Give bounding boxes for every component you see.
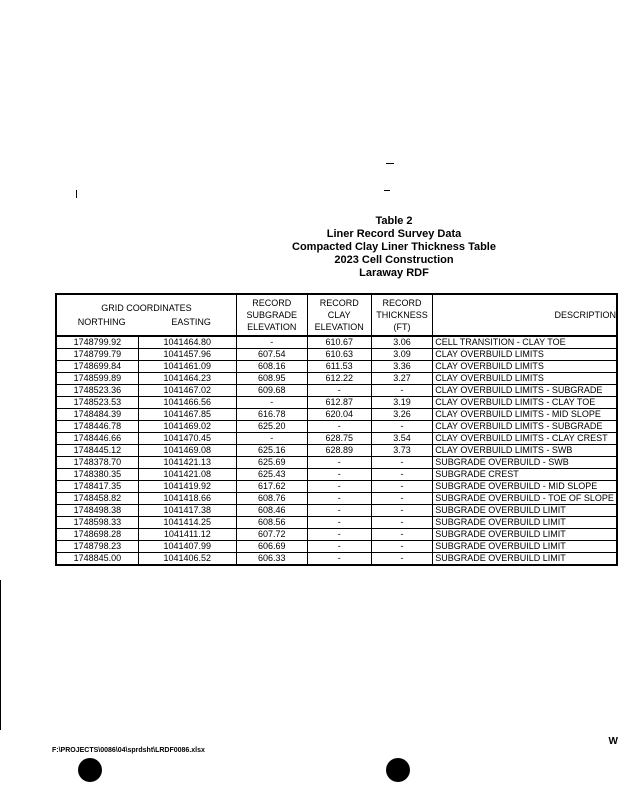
description-cell: SUBGRADE OVERBUILD - SWB <box>433 457 617 469</box>
subgrade-elevation-cell: 625.43 <box>236 469 307 481</box>
easting-cell: 1041461.09 <box>138 361 236 373</box>
clay-elevation-cell: 611.53 <box>307 361 371 373</box>
description-cell: CLAY OVERBUILD LIMITS - SWB <box>433 445 617 457</box>
clay-elevation-cell: - <box>307 493 371 505</box>
northing-cell: 1748699.84 <box>56 361 138 373</box>
description-cell: CLAY OVERBUILD LIMITS <box>433 361 617 373</box>
construction-year: 2023 Cell Construction <box>334 254 454 266</box>
clay-elevation-cell: 610.67 <box>307 336 371 349</box>
description-cell: CLAY OVERBUILD LIMITS - CLAY CREST <box>433 433 617 445</box>
table-row <box>56 541 617 553</box>
description-cell: SUBGRADE OVERBUILD - MID SLOPE <box>433 481 617 493</box>
easting-cell: 1041407.99 <box>138 541 236 553</box>
clay-elevation-cell: - <box>307 469 371 481</box>
subgrade-elevation-cell: 607.54 <box>236 349 307 361</box>
thickness-cell: - <box>371 421 432 433</box>
easting-cell: 1041421.08 <box>138 469 236 481</box>
easting-cell: 1041417.38 <box>138 505 236 517</box>
subgrade-elevation-header: RECORD SUBGRADE ELEVATION <box>236 294 307 336</box>
description-cell: CLAY OVERBUILD LIMITS - SUBGRADE <box>433 385 617 397</box>
easting-cell: 1041467.85 <box>138 409 236 421</box>
table-row <box>56 529 617 541</box>
clay-elevation-cell: - <box>307 385 371 397</box>
thickness-cell: 3.26 <box>371 409 432 421</box>
clay-elevation-cell: - <box>307 457 371 469</box>
table-body <box>56 336 617 565</box>
table-row <box>56 457 617 469</box>
northing-cell: 1748845.00 <box>56 553 138 566</box>
easting-header: EASTING <box>171 316 211 327</box>
clay-elevation-cell: - <box>307 421 371 433</box>
subgrade-elevation-cell: 625.69 <box>236 457 307 469</box>
table-row <box>56 505 617 517</box>
scan-speck <box>386 163 394 164</box>
clay-elevation-cell: 612.87 <box>307 397 371 409</box>
clay-elevation-cell: 628.89 <box>307 445 371 457</box>
northing-header: NORTHING <box>77 316 126 327</box>
subgrade-elevation-cell: - <box>236 336 307 349</box>
thickness-cell: 3.09 <box>371 349 432 361</box>
table-row <box>56 469 617 481</box>
thickness-cell: 3.27 <box>371 373 432 385</box>
northing-cell: 1748698.28 <box>56 529 138 541</box>
description-cell: CLAY OVERBUILD LIMITS - MID SLOPE <box>433 409 617 421</box>
thickness-cell: 3.73 <box>371 445 432 457</box>
easting-cell: 1041419.92 <box>138 481 236 493</box>
northing-cell: 1748417.35 <box>56 481 138 493</box>
site-name: Laraway RDF <box>359 267 429 279</box>
clay-elevation-cell: - <box>307 481 371 493</box>
subgrade-elevation-cell: 617.62 <box>236 481 307 493</box>
table-row <box>56 373 617 385</box>
table-subtitle: Compacted Clay Liner Thickness Table <box>292 241 496 253</box>
description-cell: SUBGRADE OVERBUILD LIMIT <box>433 541 617 553</box>
table-title: Liner Record Survey Data <box>326 228 462 240</box>
description-cell: CLAY OVERBUILD LIMITS <box>433 349 617 361</box>
description-cell: CLAY OVERBUILD LIMITS <box>433 373 617 385</box>
thickness-cell: 3.06 <box>371 336 432 349</box>
thickness-cell: - <box>371 529 432 541</box>
northing-cell: 1748445.12 <box>56 445 138 457</box>
easting-cell: 1041418.66 <box>138 493 236 505</box>
thickness-cell: 3.36 <box>371 361 432 373</box>
subgrade-elevation-cell: 608.95 <box>236 373 307 385</box>
table-row <box>56 481 617 493</box>
table-row <box>56 397 617 409</box>
easting-cell: 1041411.12 <box>138 529 236 541</box>
easting-cell: 1041464.23 <box>138 373 236 385</box>
survey-data-table <box>55 293 618 566</box>
table-row <box>56 349 617 361</box>
scan-speck <box>384 190 390 191</box>
table-row <box>56 445 617 457</box>
table-row <box>56 433 617 445</box>
subgrade-elevation-cell: - <box>236 433 307 445</box>
subgrade-elevation-cell: 607.72 <box>236 529 307 541</box>
subgrade-elevation-cell: 609.68 <box>236 385 307 397</box>
thickness-cell: - <box>371 517 432 529</box>
subgrade-elevation-cell: 608.56 <box>236 517 307 529</box>
table-header-row <box>56 294 617 336</box>
table-row <box>56 385 617 397</box>
description-cell: SUBGRADE OVERBUILD LIMIT <box>433 517 617 529</box>
northing-cell: 1748446.78 <box>56 421 138 433</box>
subgrade-elevation-cell: 625.20 <box>236 421 307 433</box>
clay-elevation-header: RECORD CLAY ELEVATION <box>307 294 371 336</box>
subgrade-elevation-cell: 606.33 <box>236 553 307 566</box>
subgrade-elevation-cell: 608.46 <box>236 505 307 517</box>
northing-cell: 1748598.33 <box>56 517 138 529</box>
northing-cell: 1748799.92 <box>56 336 138 349</box>
thickness-cell: - <box>371 553 432 566</box>
clay-elevation-cell: - <box>307 541 371 553</box>
table-row <box>56 336 617 349</box>
clay-elevation-cell: - <box>307 553 371 566</box>
easting-cell: 1041406.52 <box>138 553 236 566</box>
scan-edge-line <box>0 580 1 730</box>
table-row <box>56 493 617 505</box>
grid-coordinates-label: GRID COORDINATES <box>101 302 192 313</box>
northing-cell: 1748798.23 <box>56 541 138 553</box>
easting-cell: 1041464.80 <box>138 336 236 349</box>
thickness-cell: - <box>371 493 432 505</box>
clay-elevation-cell: - <box>307 505 371 517</box>
northing-cell: 1748523.36 <box>56 385 138 397</box>
description-cell: SUBGRADE CREST <box>433 469 617 481</box>
thickness-cell: - <box>371 541 432 553</box>
easting-cell: 1041457.96 <box>138 349 236 361</box>
northing-cell: 1748458.82 <box>56 493 138 505</box>
northing-cell: 1748380.35 <box>56 469 138 481</box>
easting-cell: 1041469.02 <box>138 421 236 433</box>
table-number: Table 2 <box>375 215 413 227</box>
thickness-cell: - <box>371 457 432 469</box>
easting-cell: 1041467.02 <box>138 385 236 397</box>
thickness-cell: - <box>371 385 432 397</box>
easting-cell: 1041421.13 <box>138 457 236 469</box>
easting-cell: 1041469.08 <box>138 445 236 457</box>
subgrade-elevation-cell: 608.16 <box>236 361 307 373</box>
clay-elevation-cell: 628.75 <box>307 433 371 445</box>
clay-elevation-cell: 610.63 <box>307 349 371 361</box>
northing-cell: 1748378.70 <box>56 457 138 469</box>
description-cell: SUBGRADE OVERBUILD - TOE OF SLOPE <box>433 493 617 505</box>
subgrade-elevation-cell: 606.69 <box>236 541 307 553</box>
description-cell: SUBGRADE OVERBUILD LIMIT <box>433 553 617 566</box>
clay-elevation-cell: 612.22 <box>307 373 371 385</box>
clay-elevation-cell: - <box>307 529 371 541</box>
table-row <box>56 361 617 373</box>
table-row <box>56 517 617 529</box>
thickness-cell: - <box>371 505 432 517</box>
northing-cell: 1748498.38 <box>56 505 138 517</box>
description-cell: CLAY OVERBUILD LIMITS - SUBGRADE <box>433 421 617 433</box>
table-row <box>56 409 617 421</box>
description-header: DESCRIPTION <box>433 294 617 336</box>
thickness-cell: 3.19 <box>371 397 432 409</box>
northing-cell: 1748484.39 <box>56 409 138 421</box>
clay-elevation-cell: - <box>307 517 371 529</box>
easting-cell: 1041414.25 <box>138 517 236 529</box>
thickness-cell: - <box>371 481 432 493</box>
northing-cell: 1748799.79 <box>56 349 138 361</box>
easting-cell: 1041470.45 <box>138 433 236 445</box>
thickness-cell: - <box>371 469 432 481</box>
grid-coordinates-header <box>56 294 236 336</box>
description-cell: CELL TRANSITION - CLAY TOE <box>433 336 617 349</box>
subgrade-elevation-cell: 625.16 <box>236 445 307 457</box>
northing-cell: 1748599.89 <box>56 373 138 385</box>
table-row <box>56 553 617 566</box>
clay-elevation-cell: 620.04 <box>307 409 371 421</box>
northing-cell: 1748446.66 <box>56 433 138 445</box>
thickness-cell: 3.54 <box>371 433 432 445</box>
table-title-block <box>280 215 508 280</box>
edge-mark: W <box>608 736 618 747</box>
binder-hole-right <box>386 758 410 782</box>
binder-hole-left <box>78 758 102 782</box>
description-cell: SUBGRADE OVERBUILD LIMIT <box>433 529 617 541</box>
northing-cell: 1748523.53 <box>56 397 138 409</box>
scan-speck <box>76 190 77 198</box>
subgrade-elevation-cell: - <box>236 397 307 409</box>
thickness-header: RECORD THICKNESS (FT) <box>371 294 432 336</box>
table-row <box>56 421 617 433</box>
subgrade-elevation-cell: 616.78 <box>236 409 307 421</box>
subgrade-elevation-cell: 608.76 <box>236 493 307 505</box>
easting-cell: 1041466.56 <box>138 397 236 409</box>
description-cell: SUBGRADE OVERBUILD LIMIT <box>433 505 617 517</box>
description-cell: CLAY OVERBUILD LIMITS - CLAY TOE <box>433 397 617 409</box>
file-path: F:\PROJECTS\0086\04\sprdsht\LRDF0086.xlsx <box>52 747 205 754</box>
